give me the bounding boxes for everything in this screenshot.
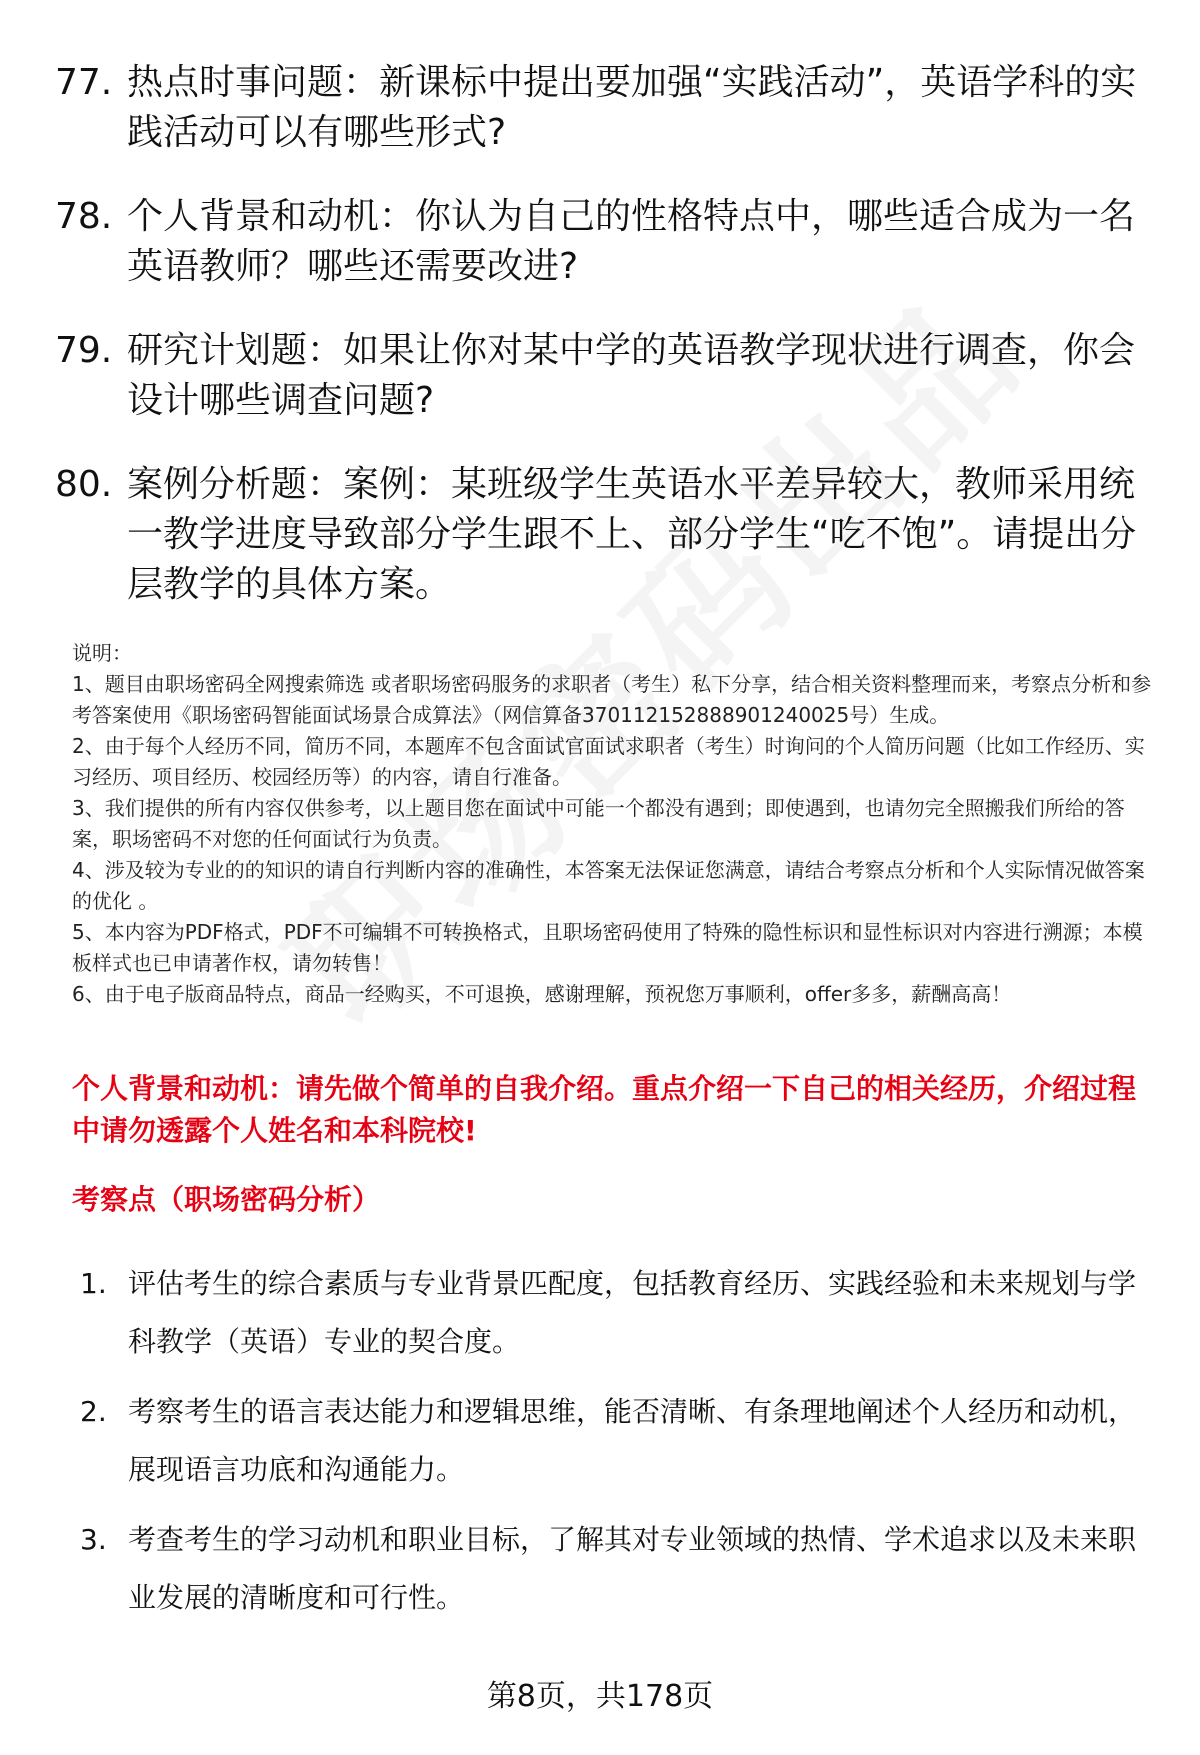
note-item: 4、涉及较为专业的的知识的请自行判断内容的准确性，本答案无法保证您满意，请结合考察点分析和个人实际情况做答案的优化 。	[72, 858, 1145, 913]
analysis-point	[80, 1255, 1160, 1371]
question-item	[55, 460, 1150, 610]
question-text: 研究计划题：如果让你对某中学的英语教学现状进行调查，你会设计哪些调查问题?	[127, 330, 1136, 421]
question-list	[55, 58, 1150, 644]
question-number: 80.	[55, 464, 113, 505]
notes-heading: 说明：	[72, 641, 132, 665]
question-text: 热点时事问题：新课标中提出要加强“实践活动”，英语学科的实践活动可以有哪些形式?	[127, 62, 1137, 153]
note-item: 1、题目由职场密码全网搜索筛选 或者职场密码服务的求职者（考生）私下分享，结合相关资料整理而来，考察点分析和参考答案使用《职场密码智能面试场景合成算法》（网信算备370112152888901240025号）生成。	[72, 672, 1152, 727]
featured-question-title: 个人背景和动机：请先做个简单的自我介绍。重点介绍一下自己的相关经历，介绍过程中请勿透露个人姓名和本科院校!	[72, 1072, 1137, 1147]
analysis-point	[80, 1511, 1160, 1627]
question-text: 案例分析题：案例：某班级学生英语水平差异较大，教师采用统一教学进度导致部分学生跟不上、部分学生“吃不饱”。请提出分层教学的具体方案。	[127, 464, 1137, 605]
point-number: 1.	[80, 1267, 107, 1300]
question-number: 77.	[55, 62, 113, 103]
point-number: 2.	[80, 1395, 107, 1428]
notes-section	[72, 638, 1162, 1010]
question-text: 个人背景和动机：你认为自己的性格特点中，哪些适合成为一名英语教师？哪些还需要改进?	[127, 196, 1136, 287]
question-item	[55, 326, 1150, 426]
question-item	[55, 58, 1150, 158]
note-item: 3、我们提供的所有内容仅供参考，以上题目您在面试中可能一个都没有遇到；即使遇到，也请勿完全照搬我们所给的答案，职场密码不对您的任何面试行为负责。	[72, 796, 1125, 851]
page-number-footer: 第8页，共178页	[486, 1679, 714, 1714]
point-text: 评估考生的综合素质与专业背景匹配度，包括教育经历、实践经验和未来规划与学科教学（英语）专业的契合度。	[128, 1267, 1137, 1358]
question-item	[55, 192, 1150, 292]
point-number: 3.	[80, 1523, 107, 1556]
note-item: 6、由于电子版商品特点，商品一经购买，不可退换，感谢理解，预祝您万事顺利，offer多多，薪酬高高！	[72, 982, 1012, 1006]
question-number: 78.	[55, 196, 113, 237]
note-item: 5、本内容为PDF格式，PDF不可编辑不可转换格式，且职场密码使用了特殊的隐性标识和显性标识对内容进行溯源；本模板样式也已申请著作权，请勿转售！	[72, 920, 1143, 975]
point-text: 考察考生的语言表达能力和逻辑思维，能否清晰、有条理地阐述个人经历和动机，展现语言功底和沟通能力。	[128, 1395, 1137, 1486]
question-number: 79.	[55, 330, 113, 371]
analysis-point-list	[80, 1255, 1160, 1639]
analysis-point	[80, 1383, 1160, 1499]
analysis-section-title: 考察点（职场密码分析）	[72, 1183, 381, 1216]
point-text: 考查考生的学习动机和职业目标，了解其对专业领域的热情、学术追求以及未来职业发展的清晰度和可行性。	[128, 1523, 1137, 1614]
note-item: 2、由于每个人经历不同，简历不同，本题库不包含面试官面试求职者（考生）时询问的个人简历问题（比如工作经历、实习经历、项目经历、校园经历等）的内容，请自行准备。	[72, 734, 1145, 789]
